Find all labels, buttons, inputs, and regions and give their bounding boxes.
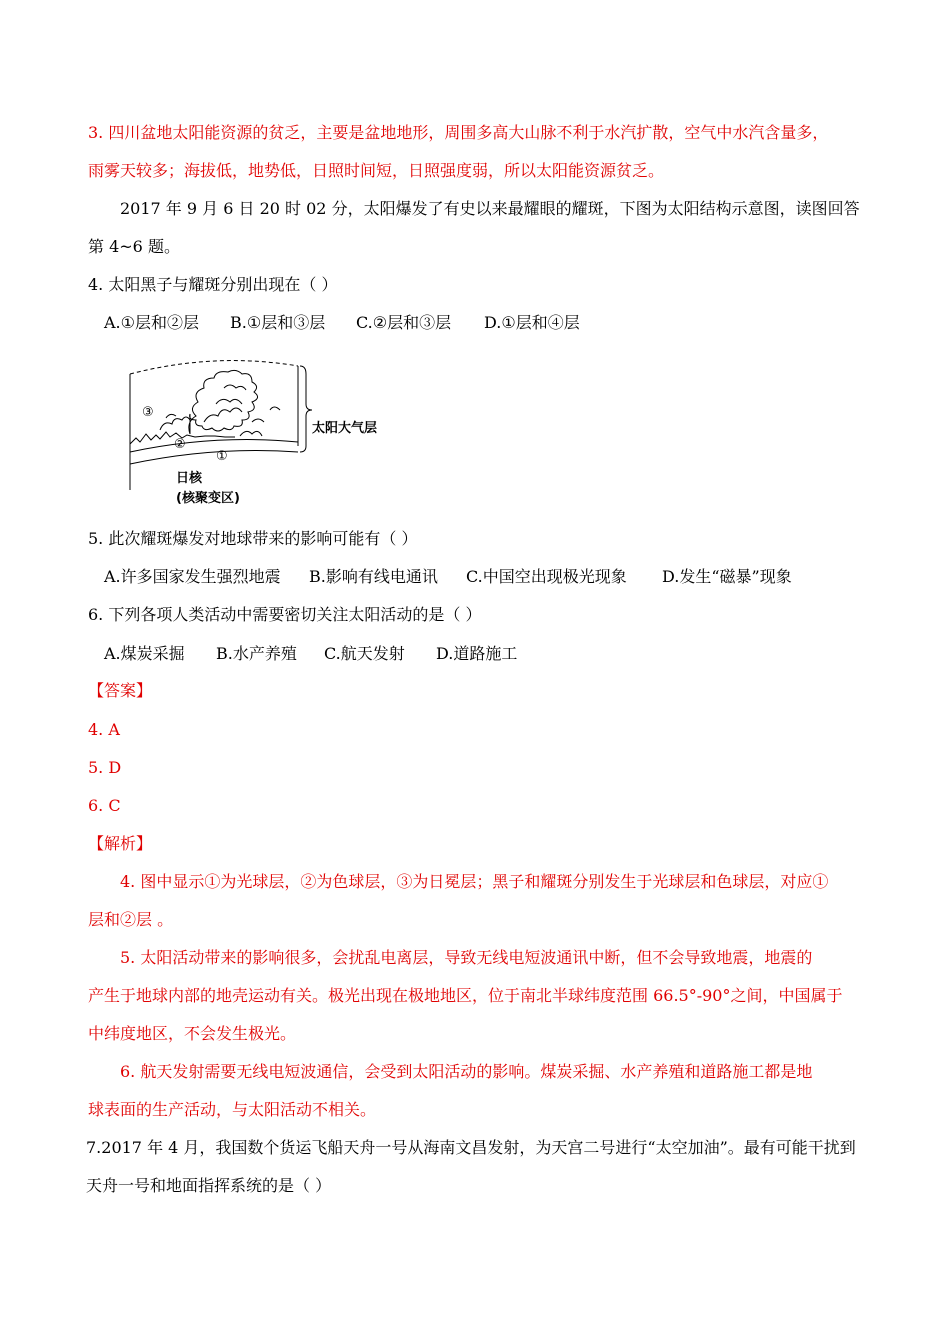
analysis-heading: 【解析】 xyxy=(88,834,153,853)
q4-option-d: D.①层和④层 xyxy=(484,313,580,332)
label-core-sub: (核聚变区) xyxy=(176,491,240,506)
analysis-5-line-2: 产生于地球内部的地壳运动有关。极光出现在极地地区，位于南北半球纬度范围 66.5°-90°之间，中国属于 xyxy=(88,986,843,1005)
q5-option-d: D.发生“磁暴”现象 xyxy=(662,567,792,586)
q5-option-c: C.中国空出现极光现象 xyxy=(466,567,627,586)
q5-option-b: B.影响有线电通讯 xyxy=(309,567,438,586)
q5-stem: 5. 此次耀斑爆发对地球带来的影响可能有（ ） xyxy=(88,529,418,548)
atmosphere-brace xyxy=(300,366,312,452)
prominence-detail xyxy=(204,385,280,436)
photosphere-outer xyxy=(130,440,298,452)
analysis-6-line-2: 球表面的生产活动，与太阳活动不相关。 xyxy=(88,1100,377,1119)
intro-line-2: 第 4~6 题。 xyxy=(88,237,180,256)
q7-line-2: 天舟一号和地面指挥系统的是（ ） xyxy=(86,1176,332,1195)
answer-4: 4. A xyxy=(88,720,120,739)
q6-options xyxy=(104,644,517,664)
analysis-4-line-1: 4. 图中显示①为光球层，②为色球层，③为日冕层；黑子和耀斑分别发生于光球层和色球层，对应① xyxy=(120,872,829,891)
analysis-5-line-1: 5. 太阳活动带来的影响很多，会扰乱电离层，导致无线电短波通讯中断，但不会导致地震，地震的 xyxy=(120,948,813,967)
q4-stem: 4. 太阳黑子与耀斑分别出现在（ ） xyxy=(88,275,338,294)
answer-5: 5. D xyxy=(88,758,122,777)
photosphere-inner xyxy=(130,451,298,465)
outer-boundary-dashed xyxy=(130,361,298,374)
q6-stem: 6. 下列各项人类活动中需要密切关注太阳活动的是（ ） xyxy=(88,605,482,624)
q6-option-a: A.煤炭采掘 xyxy=(104,644,185,663)
prominence-left xyxy=(160,414,190,430)
q5-options xyxy=(104,567,792,587)
label-core: 日核 xyxy=(176,471,203,486)
q6-option-d: D.道路施工 xyxy=(436,644,518,663)
label-layer-1: ① xyxy=(216,449,228,464)
analysis-4-line-2: 层和②层 。 xyxy=(88,910,174,929)
q5-option-a: A.许多国家发生强烈地震 xyxy=(104,567,281,586)
answer-heading: 【答案】 xyxy=(88,681,153,700)
q6-option-c: C.航天发射 xyxy=(324,644,405,663)
label-layer-3: ③ xyxy=(142,405,154,420)
q6-option-b: B.水产养殖 xyxy=(216,644,297,663)
analysis-5-line-3: 中纬度地区，不会发生极光。 xyxy=(88,1024,297,1043)
analysis-6-line-1: 6. 航天发射需要无线电短波通信，会受到太阳活动的影响。煤炭采掘、水产养殖和道路施工都是地 xyxy=(120,1062,813,1081)
q4-option-b: B.①层和③层 xyxy=(230,313,326,332)
prominence-outline xyxy=(189,370,258,434)
q3-explanation-line-1: 3. 四川盆地太阳能资源的贫乏，主要是盆地地形，周围多高大山脉不利于水汽扩散，空气中水汽含量多， xyxy=(88,123,829,142)
answer-6: 6. C xyxy=(88,796,121,815)
intro-line-1: 2017 年 9 月 6 日 20 时 02 分，太阳爆发了有史以来最耀眼的耀斑，下图为太阳结构示意图，读图回答 xyxy=(120,199,860,218)
label-layer-2: ② xyxy=(174,437,186,452)
sun-structure-diagram xyxy=(120,352,390,512)
label-solar-atmosphere: 太阳大气层 xyxy=(312,421,378,436)
q3-explanation-line-2: 雨雾天较多；海拔低，地势低，日照时间短，日照强度弱，所以太阳能资源贫乏。 xyxy=(88,161,665,180)
q4-options xyxy=(104,313,580,333)
q4-option-a: A.①层和②层 xyxy=(104,313,199,332)
q7-line-1: 7.2017 年 4 月，我国数个货运飞船天舟一号从海南文昌发射，为天宫二号进行“太空加油”。最有可能干扰到 xyxy=(86,1138,856,1157)
q4-option-c: C.②层和③层 xyxy=(356,313,452,332)
